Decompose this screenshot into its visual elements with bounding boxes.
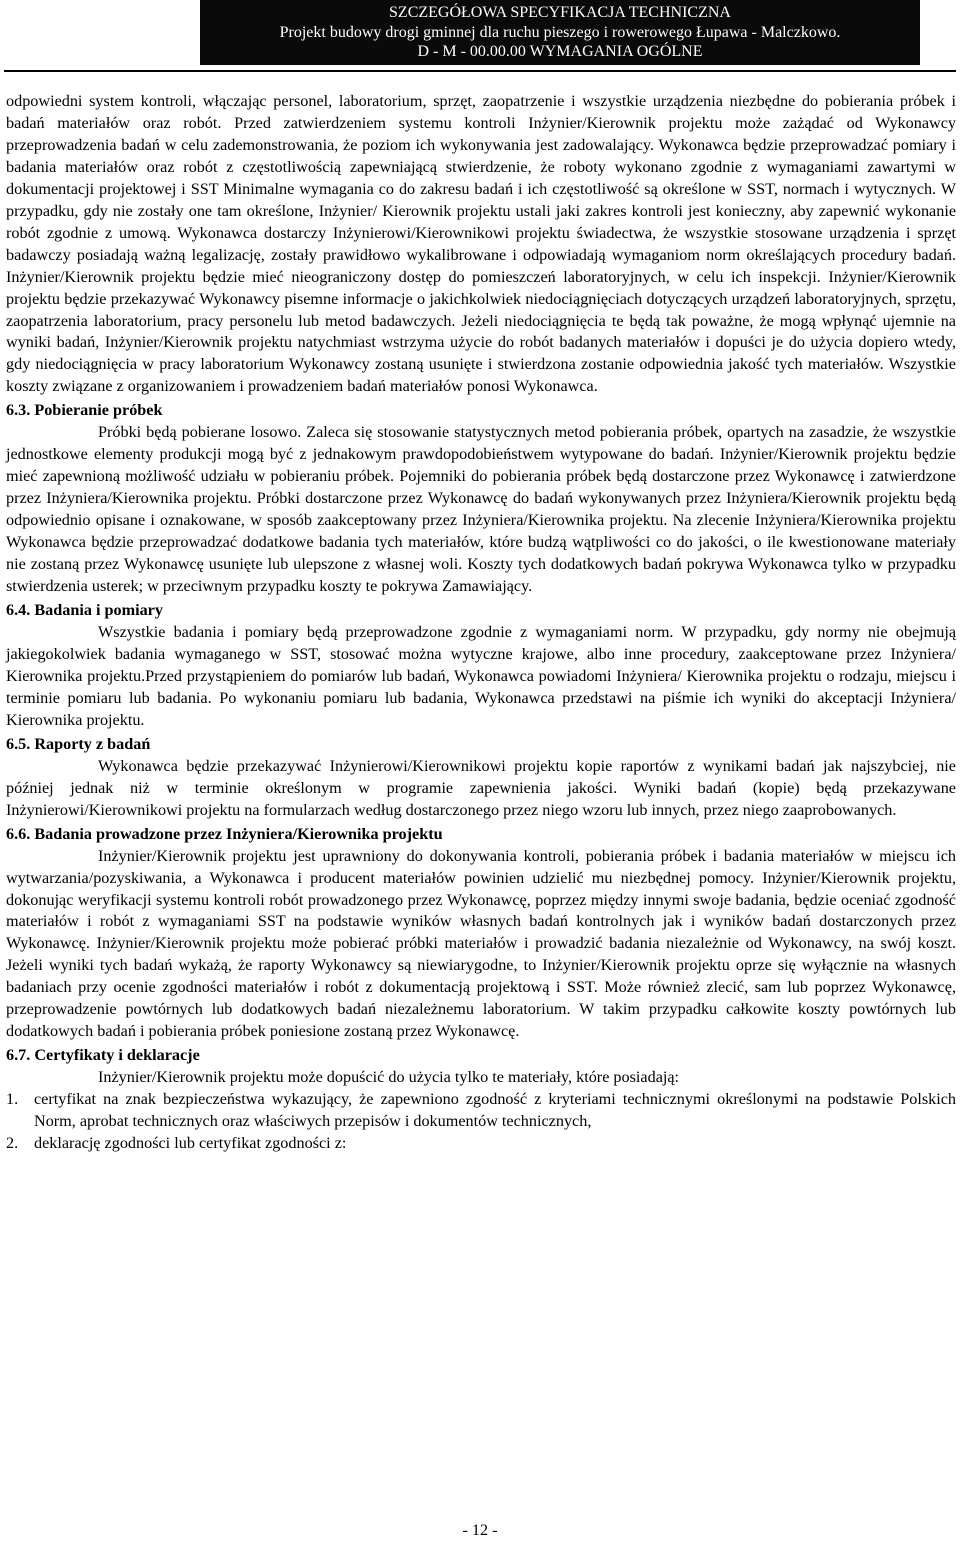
list-item <box>6 1089 956 1133</box>
list-item <box>6 1133 956 1155</box>
section-text-6-7: Inżynier/Kierownik projektu może dopuścić do użycia tylko te materiały, które posiadają: <box>98 1068 680 1087</box>
section-text-6-4: Wszystkie badania i pomiary będą przeprowadzone zgodnie z wymaganiami norm. W przypadku, gdy normy nie obejmują jakiegokolwiek badania wymaganego w SST, stosować można wytyczne krajowe, albo inne procedury, zaakceptowane przez Inżyniera/ Kierownika projektu.Przed przystąpieniem do pomiarów lub badań, Wykonawca powiadomi Inżyniera/ Kierownika projektu o rodzaju, miejscu i terminie pomiaru lub badania. Po wykonaniu pomiaru lub badania, Wykonawca przedstawi na piśmie ich wyniki do akceptacji Inżyniera/ Kierownika projektu. <box>6 622 956 729</box>
section-heading-6-4: 6.4. Badania i pomiary <box>6 600 163 619</box>
header-title: SZCZEGÓŁOWA SPECYFIKACJA TECHNICZNA <box>389 4 731 21</box>
page-number: - 12 - <box>462 1521 498 1539</box>
document-header <box>200 0 920 65</box>
certificate-list <box>6 1089 956 1155</box>
header-section-code: D - M - 00.00.00 WYMAGANIA OGÓLNE <box>417 43 703 60</box>
section-text-6-3: Próbki będą pobierane losowo. Zaleca się stosowanie statystycznych metod pobierania próbek, opartych na zasadzie, że wszystkie jednostkowe elementy produkcji mogą być z jednakowym prawdopodobieństwem wytypowane do badań. Inżynier/Kierownik projektu będzie mieć zapewnioną możliwość udziału w pobieraniu próbek. Pojemniki do pobierania próbek będą dostarczone przez Wykonawcę i zatwierdzone przez Inżyniera/Kierownika projektu. Próbki dostarczone przez Wykonawcę do badań wykonywanych przez Inżyniera/Kierownik projektu będą odpowiednio opisane i oznakowane, w sposób zaakceptowany przez Inżyniera/Kierownika projektu. Na zlecenie Inżyniera/Kierownika projektu Wykonawca będzie przeprowadzać dodatkowe badania tych materiałów, które budzą wątpliwości co do jakości, o ile kwestionowane materiały nie zostaną przez Wykonawcę usunięte lub ulepszone z własnej woli. Koszty tych dodatkowych badań pokrywa Wykonawca tylko w przypadku stwierdzenia usterek; w przeciwnym przypadku koszty te pokrywa Zamawiający. <box>6 423 956 596</box>
intro-paragraph: odpowiedni system kontroli, włączając personel, laboratorium, sprzęt, zaopatrzenie i wszystkie urządzenia niezbędne do pobierania próbek i badań materiałów oraz robót. Przed zatwierdzeniem systemu kontroli Inżynier/Kierownik projektu może zażądać od Wykonawcy przeprowadzenia badań w celu zademonstrowania, że poziom ich wykonywania jest zadowalający. Wykonawca będzie przeprowadzać pomiary i badania materiałów oraz robót z częstotliwością zapewniającą stwierdzenie, że roboty wykonano zgodnie z wymaganiami zawartymi w dokumentacji projektowej i SST Minimalne wymagania co do zakresu badań i ich częstotliwość są określone w SST, normach i wytycznych. W przypadku, gdy nie zostały one tam określone, Inżynier/ Kierownik projektu ustali jaki zakres kontroli jest konieczny, aby zapewnić wykonanie robót zgodnie z umową. Wykonawca dostarczy Inżynierowi/Kierownikowi projektu świadectwa, że wszystkie stosowane urządzenia i sprzęt badawczy posiadają ważną legalizację, zostały prawidłowo wykalibrowane i odpowiadają wymaganiom norm określających procedury badań. Inżynier/Kierownik projektu będzie mieć nieograniczony dostęp do pomieszczeń laboratoryjnych, w celu ich inspekcji. Inżynier/Kierownik projektu będzie przekazywać Wykonawcy pisemne informacje o jakichkolwiek niedociągnięciach dotyczących urządzeń laboratoryjnych, sprzętu, zaopatrzenia laboratorium, pracy personelu lub metod badawczych. Jeżeli niedociągnięcia te będą tak poważne, że mogą wpłynąć ujemnie na wyniki badań, Inżynier/Kierownik projektu natychmiast wstrzyma użycie do robót badanych materiałów i dopuści je do użycia dopiero wtedy, gdy niedociągnięcia w pracy laboratorium Wykonawcy zostaną usunięte i stwierdzona zostanie odpowiednia jakość tych materiałów. Wszystkie koszty związane z organizowaniem i prowadzeniem badań materiałów ponosi Wykonawca. <box>6 92 956 396</box>
list-item-text: certyfikat na znak bezpieczeństwa wykazujący, że zapewniono zgodność z kryteriami technicznymi określonymi na podstawie Polskich Norm, aprobat technicznych oraz właściwych przepisów i dokumentów technicznych, <box>34 1090 956 1131</box>
section-text-6-5: Wykonawca będzie przekazywać Inżynierowi/Kierownikowi projektu kopie raportów z wynikami badań jak najszybciej, nie później jednak niż w terminie określonym w programie zapewnienia jakości. Wyniki badań (kopie) będą przekazywane Inżynierowi/Kierownikowi projektu na formularzach według dostarczonego przez niego wzoru lub innych, przez niego zaaprobowanych. <box>6 756 956 819</box>
section-heading-6-7: 6.7. Certyfikaty i deklaracje <box>6 1046 200 1065</box>
list-item-text: deklarację zgodności lub certyfikat zgodności z: <box>34 1134 347 1153</box>
document-body <box>6 91 956 1155</box>
header-project: Projekt budowy drogi gminnej dla ruchu pieszego i rowerowego Łupawa - Malczkowo. <box>279 23 841 41</box>
header-divider <box>4 70 956 72</box>
section-text-6-6: Inżynier/Kierownik projektu jest uprawniony do dokonywania kontroli, pobierania próbek i badania materiałów w miejscu ich wytwarzania/pozyskiwania, a Wykonawca i producent materiałów powinien udzielić mu niezbędnej pomocy. Inżynier/Kierownik projektu, dokonując weryfikacji systemu kontroli robót prowadzonego przez Wykonawcę, poprzez między innymi swoje badania, będzie oceniać zgodność materiałów i robót z wymaganiami SST na podstawie wyników własnych badań kontrolnych jak i wyników badań dostarczonych przez Wykonawcę. Inżynier/Kierownik projektu może pobierać próbki materiałów i prowadzić badania niezależnie od Wykonawcy, na swój koszt. Jeżeli wyniki tych badań wykażą, że raporty Wykonawcy są niewiarygodne, to Inżynier/Kierownik projektu oprze się wyłącznie na własnych badaniach przy ocenie zgodności materiałów i robót z dokumentacją projektową i SST. Może również zlecić, sam lub poprzez Wykonawcę, przeprowadzenie powtórnych lub dodatkowych badań niezależnemu laboratorium. W takim przypadku całkowite koszty powtórnych lub dodatkowych badań i pobierania próbek poniesione zostaną przez Wykonawcę. <box>6 846 956 1041</box>
list-item-number: 1. <box>6 1090 19 1109</box>
section-heading-6-5: 6.5. Raporty z badań <box>6 734 151 753</box>
section-heading-6-3: 6.3. Pobieranie próbek <box>6 401 163 420</box>
section-heading-6-6: 6.6. Badania prowadzone przez Inżyniera/Kierownika projektu <box>6 824 443 843</box>
list-item-number: 2. <box>6 1134 19 1153</box>
